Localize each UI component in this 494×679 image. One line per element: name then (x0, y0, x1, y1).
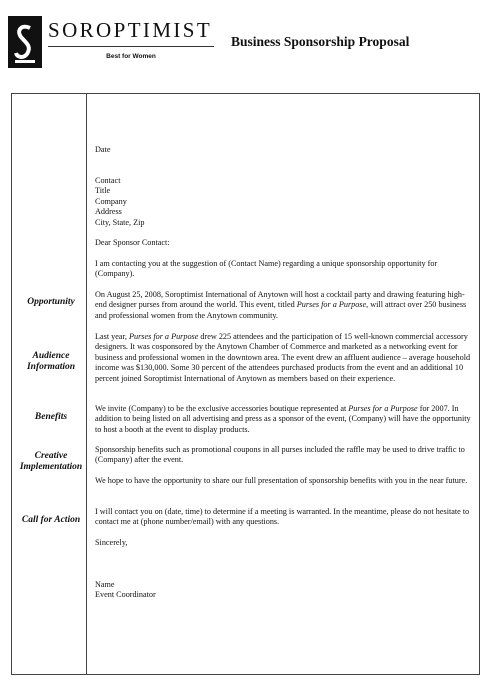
paragraph-audience (95, 332, 475, 384)
label-opportunity: Opportunity (27, 297, 75, 307)
letter-date: Date (95, 145, 111, 154)
event-name: Purses for a Purpose (129, 332, 199, 341)
address-line: Contact (95, 176, 121, 185)
address-line: Title (95, 186, 111, 196)
address-line: City, State, Zip (95, 217, 145, 227)
recipient-address (95, 176, 475, 228)
paragraph-benefits (95, 404, 475, 435)
signature-name: Name (95, 580, 115, 589)
label-creative (8, 451, 94, 473)
label-audience-line2: Information (26, 362, 76, 372)
text-run: , will attract over 250 business and professional women from the Anytown community. (95, 300, 467, 320)
paragraph-hope: We hope to have the opportunity to share our full presentation of sponsorship benefits with you in the near future. (95, 476, 468, 485)
document-title: Business Sponsorship Proposal (231, 34, 410, 49)
logo-rule (48, 46, 214, 47)
event-name: Purses for a Purpose (348, 404, 418, 413)
paragraph-creative: Sponsorship benefits such as promotional coupons in all purses included the raffle may be used to drive traffic to (Company) after the event. (95, 445, 465, 465)
label-benefits: Benefits (34, 412, 68, 422)
logo-emblem-icon (8, 16, 42, 68)
address-line: Address (95, 207, 122, 217)
label-creative-line2: Implementation (19, 462, 83, 472)
text-run: We invite (Company) to be the exclusive accessories boutique represented at (95, 404, 349, 413)
label-creative-line1: Creative (34, 451, 68, 461)
paragraph-opportunity (95, 290, 475, 321)
label-call-for-action: Call for Action (21, 515, 81, 525)
label-audience (8, 351, 94, 373)
label-audience-line1: Audience (32, 351, 70, 361)
signature-title: Event Coordinator (95, 590, 156, 600)
closing: Sincerely, (95, 538, 128, 547)
text-run: drew 225 attendees and the participation of 15 well-known commercial accessory designers. It was cosponsored by the Anytown Chamber of Commerce and marketed as a networking event for business and professional women in the downtown area. The event drew an affluent audience – average household income was $130,000. Some 30 percent of the attendees purchased products from the event and an additional 10 percent joined Soroptimist International of Anytown as members based on their experience. (95, 332, 471, 383)
logo-tagline: Best for Women (106, 53, 156, 60)
logo-wordmark: SOROPTIMIST (48, 18, 213, 42)
paragraph-call-to-action: I will contact you on (date, time) to determine if a meeting is warranted. In the meantime, please do not hesitate to contact me at (phone number/email) with any questions. (95, 507, 470, 527)
text-run: Last year, (95, 332, 129, 341)
address-line: Company (95, 196, 127, 206)
salutation: Dear Sponsor Contact: (95, 238, 170, 247)
column-divider (86, 93, 87, 675)
text-run: for 2007. In addition to being listed on all advertising and press as a sponsor of the event, (Company) will have the opportunity to host a booth at the event to display products. (95, 404, 471, 434)
paragraph-intro: I am contacting you at the suggestion of (Contact Name) regarding a unique sponsorship opportunity for (Company). (95, 259, 438, 279)
event-name: Purses for a Purpose (296, 300, 367, 310)
text-run: On August 25, 2008, Soroptimist International of Anytown will host a cocktail party and drawing featuring high-end designer purses from around the world. This event, titled (95, 290, 465, 310)
soroptimist-logo (8, 16, 214, 68)
signature-block (95, 580, 475, 601)
